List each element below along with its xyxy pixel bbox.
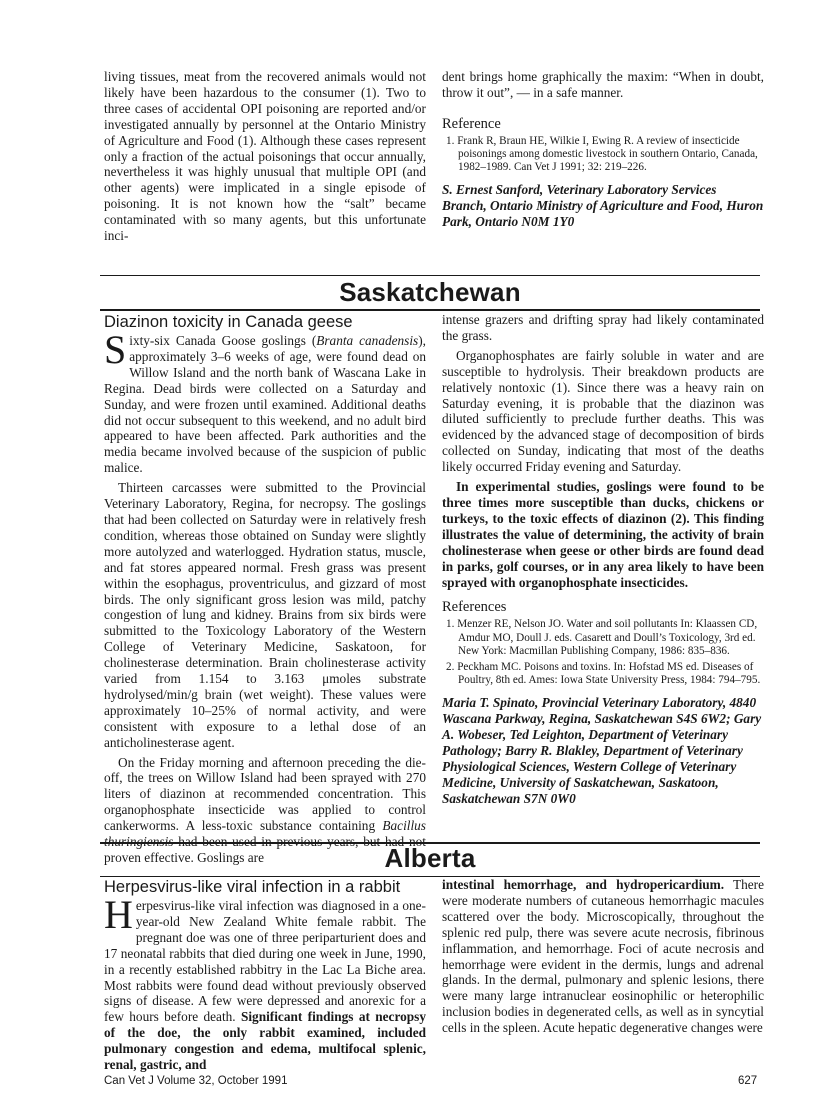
section-divider	[100, 309, 760, 311]
paragraph: Herpesvirus-like viral infection was diagnosed in a one-year-old New Zealand White female rabbit. The pregnant doe was one of three periparturient does and 17 neonatal rabbits that died during one week in June, 1990, in a recently established rabbitry in the Lac La Biche area. Most rabbits were found dead without previously observed signs of disease. A few were depressed and anorexic for a few hours before death. Significant findings at necropsy of the doe, the only rabbit examined, included pulmonary congestion and edema, multifocal splenic, renal, gastric, and	[104, 892, 426, 1073]
section-divider	[100, 275, 760, 276]
alberta-right-column	[442, 877, 764, 1036]
paragraph: On the Friday morning and afternoon preceding the die-off, the trees on Willow Island had been sprayed with 270 liters of diazinon at recommended concentration. This organophosphate insecticide was applied to control cankerworms. A less-toxic substance containing Bacillus thuringiensis had been used in previous years, but had not proven effective. Goslings are	[104, 754, 426, 865]
paragraph: Organophosphates are fairly soluble in water and are susceptible to hydrolysis. Their breakdown products are relatively nontoxic (1). Since there was a heavy rain on Saturday evening, it is probable that the diazinon was diluted sufficiently to preclude further deaths. This was evidenced by the advanced stage of decomposition of birds collected on Sunday, indicating that most of the deaths likely occurred Friday evening and Saturday.	[442, 347, 764, 475]
footer-journal: Can Vet J Volume 32, October 1991	[104, 1075, 288, 1087]
drop-cap: H	[104, 892, 133, 937]
reference-item: 2. Peckham MC. Poisons and toxins. In: Hofstad MS ed. Diseases of Poultry, 8th ed. Ames: Iowa State University Press, 1984: 794–795.	[446, 661, 761, 687]
paragraph: intense grazers and drifting spray had likely contaminated the grass.	[442, 312, 764, 343]
top-right-column	[442, 69, 764, 230]
reference-item: 1. Menzer RE, Nelson JO. Water and soil pollutants In: Klaassen CD, Amdur MO, Doull J. eds. Casarett and Doull’s Toxicology, 3rd ed. New York: Macmillan Publishing Company, 1986: 835–836.	[446, 618, 758, 657]
reference-list	[442, 618, 764, 687]
section-title-saskatchewan: Saskatchewan	[339, 277, 521, 307]
paragraph: intestinal hemorrhage, and hydropericardium. There were moderate numbers of cutaneous hemorrhagic macules scattered over the body. Microscopically, throughout the splenic red pulp, there was severe acute necrosis, fibrinous inflammation, and hemorrhage. Foci of acute necrosis and hemorrhage were evident in the dermis, lungs and adrenal glands. In the dermal, pulmonary and splenic lesions, there were many large intranuclear eosinophilic or heterophilic inclusion bodies in degenerated cells, as well as in syncytial cells in the spleen. Acute hepatic degenerative changes were	[442, 877, 764, 1036]
continuation-paragraph-end: dent brings home graphically the maxim: “When in doubt, throw it out”, — in a safe manner.	[442, 69, 764, 100]
reference-heading: References	[442, 599, 507, 616]
species-name: Branta canadensis	[316, 333, 419, 348]
author-signature: S. Ernest Sanford, Veterinary Laboratory Services Branch, Ontario Ministry of Agriculture and Food, Huron Park, Ontario N0M 1Y0	[442, 182, 764, 230]
footer-page-number: 627	[738, 1075, 758, 1087]
sask-right-column	[442, 312, 764, 807]
continuation-paragraph: living tissues, meat from the recovered animals would not likely have been hazardous to the consumer (1). Two to three cases of accidental OPI poisoning are reported and/or investigated annually by personnel at the Ontario Ministry of Agriculture and Food (1). Although these cases represent only a fraction of the actual poisonings that occur annually, nevertheless it was highly unusual that multiple OPI (and other agents) were implicated in a single episode of poisoning. It is not known how the “salt” became contaminated with so many agents, but this unfortunate inci-	[104, 69, 426, 244]
alberta-left-column	[104, 892, 426, 1073]
reference-list	[442, 135, 764, 175]
paragraph: Sixty-six Canada Goose goslings (Branta canadensis), approximately 3–6 weeks of age, were found dead on Willow Island and the north bank of Wascana Lake in Regina. Dead birds were collected on a Saturday and Sunday, and were frozen until examined. Additional deaths did not occur subsequent to this weekend, and no adult bird appeared to have been affected. Park authorities and the media became involved because of the suspicion of public malice.	[104, 327, 426, 476]
reference-item: 1. Frank R, Braun HE, Wilkie I, Ewing R. A review of insecticide poisonings among domestic livestock in southern Ontario, Canada, 1982–1989. Can Vet J 1991; 32: 219–226.	[446, 134, 758, 174]
highlighted-text: intestinal hemorrhage, and hydropericardium.	[442, 877, 725, 892]
article-title-herpesvirus: Herpesvirus-like viral infection in a rabbit	[104, 878, 401, 896]
author-signature: Maria T. Spinato, Provincial Veterinary Laboratory, 4840 Wascana Parkway, Regina, Saskatchewan S4S 6W2; Gary A. Wobeser, Ted Leighton, Department of Veterinary Pathology; Barry R. Blakley, Department of Veterinary Physiological Sciences, Western College of Veterinary Medicine, University of Saskatchewan, Saskatoon, Saskatchewan S7N 0W0	[442, 695, 762, 807]
top-left-column	[104, 69, 426, 244]
highlighted-paragraph: In experimental studies, goslings were found to be three times more susceptible than ducks, chickens or turkeys, to the toxic effects of diazinon (2). This finding illustrates the value of determining, the activity of brain cholinesterase when geese or other birds are found dead in parks, golf courses, or in any area likely to have been sprayed with organophosphate insecticides.	[442, 479, 764, 590]
sask-left-column	[104, 327, 426, 866]
paragraph: Thirteen carcasses were submitted to the Provincial Veterinary Laboratory, Regina, for necropsy. The goslings that had been collected on Saturday were in relatively fresh condition, whereas those obtained on Sunday were slightly more autolyzed and waterlogged. Hydration status, muscle, and fat stores appeared normal. Fresh grass was present within the esophagus, proventriculus, and gizzard of most birds. The only significant gross lesion was mild, patchy congestion of lung and kidney. Brains from six birds were submitted to the Toxicology Laboratory of the Western College of Veterinary Medicine, Saskatoon, for cholinesterase determination. Brain cholinesterase activity varied from 1.154 to 3.163 μmoles substrate hydrolysed/min/g brain (wet weight). These values were approximately 10–25% of normal activity, and were consistent with exposure to a lethal dose of an anticholinesterase agent.	[104, 480, 426, 750]
highlighted-text: Significant findings at necropsy of the doe, the only rabbit examined, included pulmonary congestion and edema, multifocal splenic, renal, gastric, and	[104, 1009, 426, 1073]
species-name: Bacillus thuringiensis	[104, 818, 426, 850]
reference-heading: Reference	[442, 115, 501, 132]
article-title-diazinon: Diazinon toxicity in Canada geese	[104, 313, 353, 331]
section-title-alberta: Alberta	[384, 843, 476, 873]
drop-cap: S	[104, 327, 127, 372]
